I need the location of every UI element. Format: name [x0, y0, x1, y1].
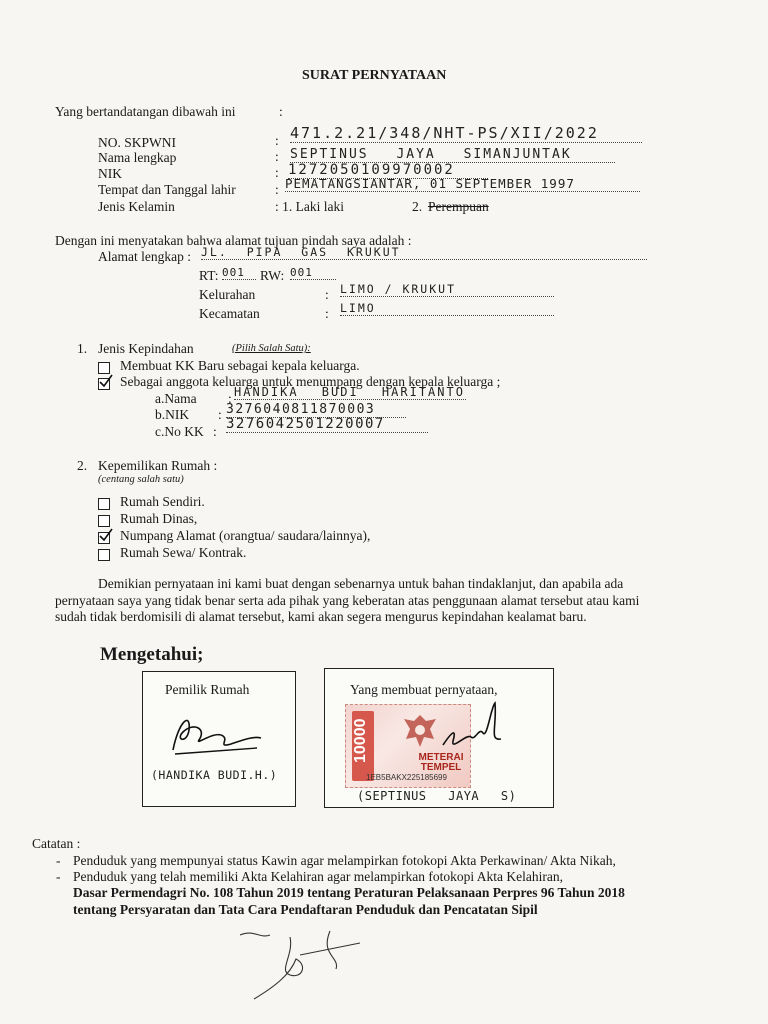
address-statement: Dengan ini menyatakan bahwa alamat tujuan pindah saya adalah :: [55, 233, 412, 248]
pemilik-signature-icon: [161, 710, 271, 760]
ttl-label: Tempat dan Tanggal lahir: [98, 182, 236, 197]
section2-number: 2.: [77, 458, 88, 473]
kelurahan-colon: :: [325, 287, 329, 302]
option-rumah-sendiri-label: Rumah Sendiri.: [120, 494, 205, 509]
scribble-mark-icon: [230, 925, 370, 1005]
section1-hint: (Pilih Salah Satu):: [232, 343, 311, 354]
notes-item-1: Penduduk yang mempunyai status Kawin agar melampirkan fotokopi Akta Perkawinan/ Akta Nikah,: [73, 853, 616, 868]
section2-hint: (centang salah satu): [98, 474, 184, 485]
stamp-label: METERAI TEMPEL: [418, 752, 464, 773]
pembuat-signer-name: (SEPTINUS JAYA S): [357, 789, 517, 803]
page-title: SURAT PERNYATAAN: [302, 68, 447, 83]
check-mark-icon: [98, 528, 114, 542]
nik-value: 1272050109970002: [288, 162, 488, 179]
pembuat-pernyataan-box: [324, 668, 554, 808]
option-anggota-label: Sebagai anggota keluarga untuk menumpang dengan kepala keluarga ;: [120, 374, 501, 389]
section2-title: Kepemilikan Rumah :: [98, 458, 218, 473]
kecamatan-value: LIMO: [340, 301, 554, 316]
rt-label: RT:: [199, 268, 219, 283]
jk-option2-number: 2.: [412, 199, 423, 214]
nama-colon: :: [275, 149, 279, 164]
notes-legal-basis-2: tentang Persyaratan dan Tata Cara Pendaftaran Penduduk dan Pencatatan Sipil: [73, 902, 538, 917]
stamp-value: 10000: [352, 718, 369, 763]
jk-option2-text: Perempuan: [428, 199, 489, 214]
notes-dash-2: -: [56, 869, 61, 884]
kecamatan-label: Kecamatan: [199, 306, 260, 321]
kepala-nik-label: b.NIK: [155, 407, 190, 422]
closing-line-2: pernyataan saya yang tidak benar serta ada pihak yang keberatan atas penggunaan alamat tersebut atau kami: [55, 593, 640, 608]
section1-title: Jenis Kepindahan: [98, 341, 194, 356]
kepala-kk-colon: :: [213, 424, 217, 439]
kelurahan-value: LIMO / KRUKUT: [340, 282, 554, 297]
pembuat-signature-icon: [437, 697, 507, 757]
skpwni-value: 471.2.21/348/NHT-PS/XII/2022: [290, 124, 642, 143]
pemilik-rumah-box: [142, 671, 296, 807]
kepala-nama-label: a.Nama: [155, 391, 197, 406]
option-rumah-sendiri-checkbox[interactable]: [98, 498, 110, 510]
notes-legal-basis-1: Dasar Permendagri No. 108 Tahun 2019 tentang Peraturan Pelaksanaan Perpres 96 Tahun 2018: [73, 885, 625, 900]
option-rumah-dinas-checkbox[interactable]: [98, 515, 110, 527]
option-kk-baru-label: Membuat KK Baru sebagai kepala keluarga.: [120, 358, 360, 373]
pemilik-rumah-title: Pemilik Rumah: [165, 682, 250, 697]
jk-option1: : 1. Laki laki: [275, 199, 344, 214]
nik-label: NIK: [98, 166, 122, 181]
kelurahan-label: Kelurahan: [199, 287, 256, 302]
option-numpang-checkbox[interactable]: [98, 532, 110, 544]
kecamatan-colon: :: [325, 306, 329, 321]
ttl-value: PEMATANGSIANTAR, 01 SEPTEMBER 1997: [285, 176, 640, 192]
option-rumah-sewa-label: Rumah Sewa/ Kontrak.: [120, 545, 247, 560]
kepala-kk-value: 3276042501220007: [226, 416, 428, 433]
skpwni-label: NO. SKPWNI: [98, 135, 177, 150]
rw-value: 001: [290, 266, 336, 280]
check-mark-icon: [98, 374, 114, 388]
closing-line-3: sudah tidak berdomisili di alamat tersebut, kami akan segera mengurus kepindahan kealamat baru.: [55, 609, 587, 624]
option-kk-baru-checkbox[interactable]: [98, 362, 110, 374]
section1-number: 1.: [77, 341, 88, 356]
kepala-kk-label: c.No KK: [155, 424, 204, 439]
closing-line-1: Demikian pernyataan ini kami buat dengan sebenarnya untuk bahan tindaklanjut, dan apabila ada: [98, 576, 624, 591]
ttl-colon: :: [275, 182, 279, 197]
stamp-serial: 1EB5BAKX225185699: [366, 773, 447, 782]
alamat-label: Alamat lengkap :: [98, 249, 191, 264]
option-rumah-dinas-label: Rumah Dinas,: [120, 511, 198, 526]
intro-colon: :: [279, 104, 283, 119]
nama-label: Nama lengkap: [98, 150, 177, 165]
intro-label: Yang bertandatangan dibawah ini: [55, 104, 236, 119]
rw-label: RW:: [260, 268, 285, 283]
kepala-nik-colon: :: [218, 407, 222, 422]
garuda-emblem-icon: [402, 711, 438, 751]
rt-value: 001: [222, 266, 256, 280]
option-anggota-checkbox[interactable]: [98, 378, 110, 390]
skpwni-colon: :: [275, 133, 279, 148]
nama-value: SEPTINUS JAYA SIMANJUNTAK: [290, 147, 615, 163]
option-numpang-label: Numpang Alamat (orangtua/ saudara/lainnya),: [120, 528, 371, 543]
notes-heading: Catatan :: [32, 836, 81, 851]
kepala-nik-value: 3276040811870003: [226, 402, 406, 418]
notes-dash-1: -: [56, 853, 61, 868]
pemilik-signer-name: (HANDIKA BUDI.H.): [151, 768, 278, 782]
nik-colon: :: [275, 165, 279, 180]
pembuat-title: Yang membuat pernyataan,: [350, 682, 498, 697]
alamat-value: JL. PIPA GAS KRUKUT: [201, 245, 647, 260]
notes-item-2: Penduduk yang telah memiliki Akta Kelahiran agar melampirkan fotokopi Akta Kelahiran,: [73, 869, 563, 884]
mengetahui-heading: Mengetahui;: [100, 644, 204, 665]
jk-label: Jenis Kelamin: [98, 199, 175, 214]
option-rumah-sewa-checkbox[interactable]: [98, 549, 110, 561]
kepala-nama-colon: :: [228, 391, 232, 406]
kepala-nama-value: HANDIKA BUDI HARITANTO: [234, 385, 465, 399]
